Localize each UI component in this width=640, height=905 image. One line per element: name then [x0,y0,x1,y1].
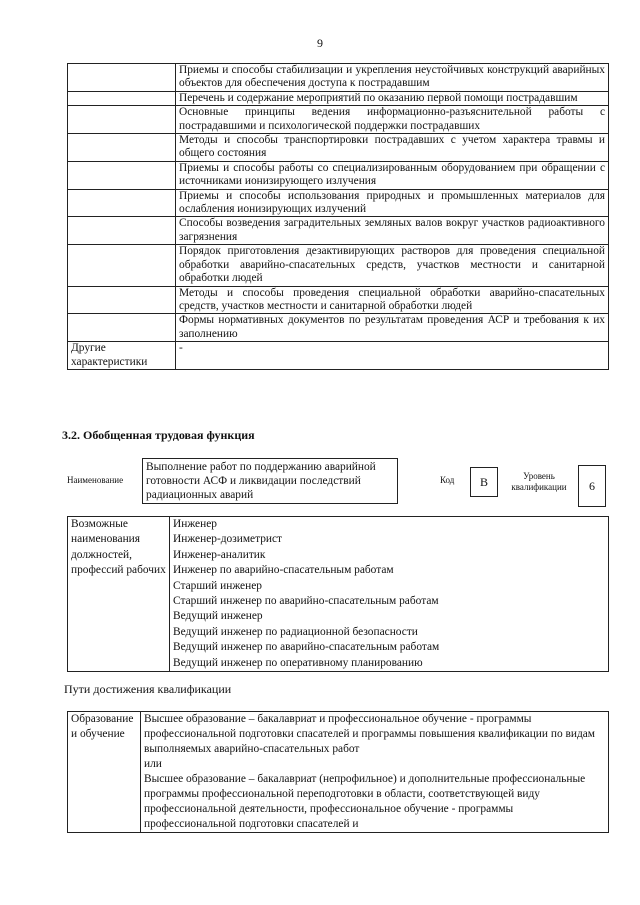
knowledge-row-label [68,314,176,342]
knowledge-row [68,91,609,105]
knowledge-row-label [68,161,176,189]
knowledge-row-text: Методы и способы проведения специальной обработки аварийно-спасательных средств, участков местности и санитарной обработки людей [176,286,609,314]
knowledge-row-text: Приемы и способы работы со специализированным оборудованием при обращении с источниками ионизирующего излучения [176,161,609,189]
education-table [67,711,609,833]
page-number: 9 [317,36,323,50]
knowledge-row [68,342,609,370]
position-item: Инженер [173,518,217,530]
knowledge-row [68,134,609,162]
knowledge-row [68,161,609,189]
knowledge-row-text: Порядок приготовления дезактивирующих растворов для проведения специальной обработки аварийно-спасательных средств, участков местности и санитарной обработки людей [176,245,609,286]
positions-row [68,517,609,672]
knowledge-row [68,245,609,286]
positions-label: Возможные наименования должностей, профессий рабочих [68,517,170,672]
position-item: Ведущий инженер [173,610,263,623]
code-label: Код [440,475,455,485]
knowledge-row-text: Перечень и содержание мероприятий по оказанию первой помощи пострадавшим [176,91,609,105]
knowledge-row-text: Приемы и способы использования природных и промышленных материалов для ослабления ионизирующих излучений [176,189,609,217]
knowledge-row [68,106,609,134]
knowledge-row-label [68,245,176,286]
knowledge-row [68,189,609,217]
knowledge-table [67,63,609,370]
knowledge-row [68,64,609,92]
function-name-box: Выполнение работ по поддержанию аварийной готовности АСФ и ликвидации последствий радиационных аварий [142,458,398,504]
generalized-function-row [67,458,609,506]
position-item: Ведущий инженер по оперативному планированию [173,656,423,669]
qualification-paths-heading: Пути достижения квалификации [64,682,232,696]
position-item: Инженер по аварийно-спасательным работам [173,564,394,577]
knowledge-row-label [68,134,176,162]
position-item: Ведущий инженер по радиационной безопасности [173,625,418,638]
education-option-1: Высшее образование – бакалавриат и профессиональное обучение - программы профессиональной подготовки спасателей и программы повышения квалификации по видам выполняемых аварийно-спасательных работ [144,713,596,755]
position-item: Ведущий инженер по аварийно-спасательным работам [173,641,440,654]
education-row [68,712,609,833]
knowledge-row-label [68,189,176,217]
knowledge-row-text: - [176,342,609,370]
section-heading: 3.2. Обобщенная трудовая функция [62,428,255,442]
name-label: Наименование [67,475,124,485]
knowledge-row-text: Основные принципы ведения информационно-разъяснительной работы с пострадавшими и психологической поддержки пострадавших [176,106,609,134]
knowledge-row-label: Другие характеристики [68,342,176,370]
knowledge-row-text: Приемы и способы стабилизации и укрепления неустойчивых конструкций аварийных объектов для обеспечения доступа к пострадавшим [176,64,609,92]
education-requirements [141,712,609,833]
education-option-2: Высшее образование – бакалавриат (непрофильное) и дополнительные профессиональные программы профессиональной переподготовки в области, соответствующей виду профессиональной деятельности, профессиональное обучение - программы профессиональной подготовки спасателей и [144,773,586,830]
knowledge-row-label [68,217,176,245]
position-item: Старший инженер [173,579,262,592]
knowledge-row-label [68,106,176,134]
knowledge-row [68,314,609,342]
knowledge-row-text: Методы и способы транспортировки пострадавших с учетом характера травмы и общего состояния [176,134,609,162]
knowledge-row [68,286,609,314]
education-or: или [144,758,162,770]
positions-table [67,516,609,672]
position-item: Старший инженер по аварийно-спасательным работам [173,595,439,608]
qualification-level-box: 6 [578,465,606,507]
code-box: В [470,467,498,497]
knowledge-row-label [68,64,176,92]
knowledge-row-text: Формы нормативных документов по результатам проведения АСР и требования к их заполнению [176,314,609,342]
position-item: Инженер-дозиметрист [173,533,283,546]
knowledge-row-label [68,91,176,105]
knowledge-row [68,217,609,245]
knowledge-row-label [68,286,176,314]
position-item: Инженер-аналитик [173,548,266,561]
knowledge-row-text: Способы возведения заградительных земляных валов вокруг участков радиоактивного загрязнения [176,217,609,245]
positions-list [170,517,609,672]
education-label: Образование и обучение [68,712,141,833]
qualification-level-label: Уровень квалификации [511,471,567,492]
